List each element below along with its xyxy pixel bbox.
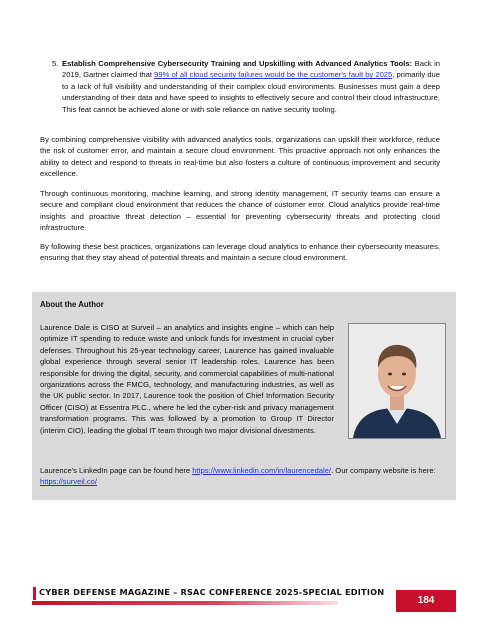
item-text-after-link: , primarily due to a lack of full visibility and understanding of their complex cloud environments. Businesses must gain a deep understanding of their data and have speed to insights to effectively secure and control their cloud infrastructure. This feat cannot be achieved alone or with sole reliance on native security tooling. — [62, 70, 441, 114]
item-text-before-link: Back in 2019, Gartner claimed that — [62, 59, 440, 80]
footer-magazine-title: CYBER DEFENSE MAGAZINE – RSAC CONFERENCE 2025-SPECIAL EDITION — [39, 587, 385, 597]
list-number: 5. — [52, 59, 59, 68]
about-author-heading: About the Author — [40, 300, 104, 309]
paragraph-1: By combining comprehensive visibility with advanced analytics tools, organizations can upskill their workforce, reduce the risk of customer error, and maintain a secure cloud environment. This proactive approach not only enhances the ability to detect and respond to threats in real-time but also fosters a culture of continuous improvement and security excellence. — [40, 135, 440, 179]
footer-accent-mark — [33, 587, 36, 600]
about-author-box — [32, 292, 456, 500]
links-middle: . Our company website is here: — [331, 466, 436, 475]
links-prefix: Laurence's LinkedIn page can be found here — [40, 466, 193, 475]
gartner-link[interactable]: 99% of all cloud security failures would be the customer's fault by 2025 — [154, 70, 393, 80]
author-photo — [348, 323, 446, 439]
website-link[interactable]: https://surveil.co/ — [40, 477, 97, 487]
page-number-badge: 184 — [396, 590, 456, 612]
author-bio: Laurence Dale is CISO at Surveil – an analytics and insights engine – which can help optimize IT spending to reduce waste and unlock funds for investment in crucial cyber defenses. Throughout his 25-year technology career, Laurence has gained invaluable global experience through several senior IT leadership roles. Laurence has been responsible for driving the digital, security, and commercial capabilities of multi-national organizations across the FMCG, technology, and manufacturing industries, as well as the UK public sector. In 2017, Laurence took the position of Chief Information Security Officer (CISO) at Essentra PLC., where he led the cyber-risk and privacy management transformation programs. This was followed by a promotion to Group IT Director (interim CIO), leading the global IT team through two major divisional divestments. — [40, 323, 334, 435]
item-heading: Establish Comprehensive Cybersecurity Training and Upskilling with Advanced Analytics Tools: — [62, 59, 413, 68]
linkedin-link[interactable]: https://www.linkedin.com/in/laurencedale/ — [192, 466, 332, 475]
footer-red-line — [32, 601, 338, 605]
paragraph-2: Through continuous monitoring, machine learning, and strong identity management, IT security teams can ensure a secure and compliant cloud environment that reduces the chance of customer error. Cloud analytics provide real-time insights and proactive threat detection – essential for preventing cybersecurity threats and protecting cloud infrastructure. — [40, 189, 440, 233]
author-links — [40, 465, 446, 488]
list-item-5 — [52, 58, 441, 115]
paragraph-3: By following these best practices, organizations can leverage cloud analytics to enhance their cybersecurity measures, ensuring that they stay ahead of potential threats and maintain a secure cloud environment. — [40, 242, 440, 263]
